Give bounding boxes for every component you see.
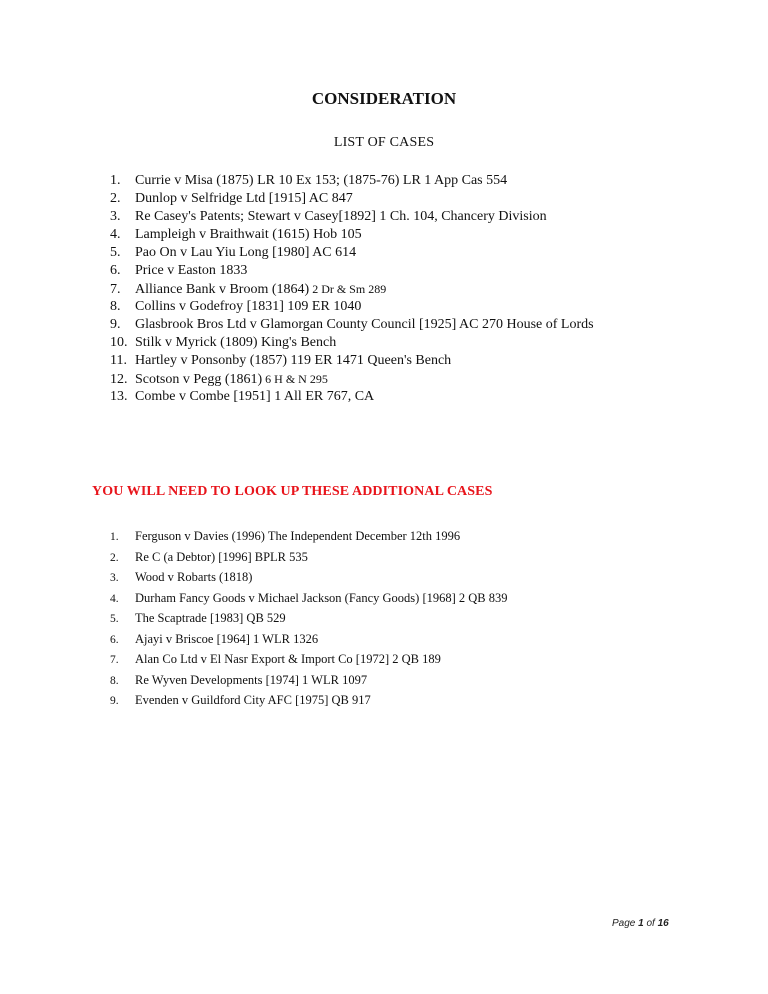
- list-item: 1. Currie v Misa (1875) LR 10 Ex 153; (1875-76) LR 1 App Cas 554: [110, 173, 508, 188]
- additional-cases-list: [110, 526, 670, 711]
- list-item: 5. The Scaptrade [1983] QB 529: [110, 611, 286, 625]
- list-item: 5. Pao On v Lau Yiu Long [1980] AC 614: [110, 245, 357, 260]
- list-item: 3. Re Casey's Patents; Stewart v Casey[1892] 1 Ch. 104, Chancery Division: [110, 209, 547, 224]
- list-subtitle: [0, 135, 768, 151]
- list-item: 7. Alan Co Ltd v El Nasr Export & Import Co [1972] 2 QB 189: [110, 652, 441, 666]
- list-item: 9. Glasbrook Bros Ltd v Glamorgan County Council [1925] AC 270 House of Lords: [110, 317, 594, 332]
- list-item: 7. Alliance Bank v Broom (1864) 2 Dr & Sm 289: [110, 282, 387, 297]
- list-item: 1. Ferguson v Davies (1996) The Independent December 12th 1996: [110, 529, 461, 543]
- list-item: 2. Dunlop v Selfridge Ltd [1915] AC 847: [110, 191, 353, 206]
- additional-cases-heading: YOU WILL NEED TO LOOK UP THESE ADDITIONAL CASES: [92, 484, 493, 499]
- list-item: 10. Stilk v Myrick (1809) King's Bench: [110, 335, 337, 350]
- page-title-text: CONSIDERATION: [311, 89, 457, 108]
- list-item: 8. Re Wyven Developments [1974] 1 WLR 1097: [110, 672, 368, 687]
- footer-total-pages: 16: [657, 918, 669, 929]
- list-item: 11. Hartley v Ponsonby (1857) 119 ER 1471 Queen's Bench: [110, 353, 452, 368]
- list-item: 6. Ajayi v Briscoe [1964] 1 WLR 1326: [110, 631, 319, 646]
- list-item: 3. Wood v Robarts (1818): [110, 570, 253, 584]
- list-item: 13. Combe v Combe [1951] 1 All ER 767, CA: [110, 389, 375, 404]
- page-footer: [612, 918, 669, 929]
- list-item: 2. Re C (a Debtor) [1996] BPLR 535: [110, 549, 308, 564]
- list-item: 4. Lampleigh v Braithwait (1615) Hob 105: [110, 227, 362, 242]
- list-item: 8. Collins v Godefroy [1831] 109 ER 1040: [110, 299, 362, 314]
- list-item: 6. Price v Easton 1833: [110, 263, 248, 278]
- list-item: 4. Durham Fancy Goods v Michael Jackson (Fancy Goods) [1968] 2 QB 839: [110, 590, 508, 605]
- footer-page-label: Page: [612, 918, 636, 929]
- page-title: [0, 89, 768, 109]
- list-item: 12. Scotson v Pegg (1861) 6 H & N 295: [110, 372, 328, 387]
- footer-page-number: 1: [638, 918, 644, 929]
- list-subtitle-text: LIST OF CASES: [333, 135, 435, 150]
- cases-list: [110, 172, 710, 406]
- list-item: 9. Evenden v Guildford City AFC [1975] QB 917: [110, 693, 371, 707]
- footer-of-label: of: [646, 918, 655, 929]
